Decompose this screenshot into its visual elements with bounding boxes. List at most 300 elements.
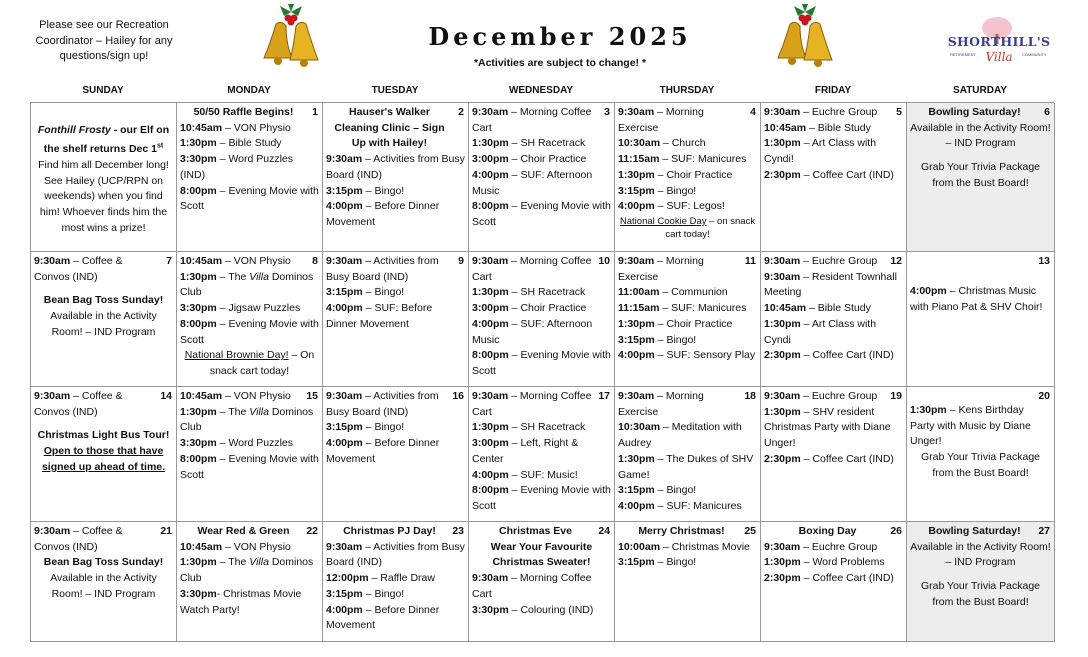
event-time: 3:00pm [472,437,509,450]
day-cell-6 [907,103,1055,252]
event-text: – SUF: Music! [508,468,578,481]
event-item [472,285,611,301]
event-item [472,168,611,199]
event-time: 3:15pm [326,421,363,434]
event-text: Grab Your Trivia Package from the Bust Board! [920,451,1041,479]
event-time: 9:30am [326,390,363,402]
event-text: – VON Physio [222,540,291,553]
event-text: – Christmas Music with Piano Pat & SHV Choir! [910,285,1043,313]
event-text: Available in the Activity Room! – IND Program [910,121,1051,150]
event-time: 1:30pm [472,286,509,299]
event-time: 4:00pm [618,349,655,362]
event-text: – Morning Coffee Cart [472,390,592,418]
event-text: Available in the Activity Room! – IND Program [50,572,157,600]
event-item [618,317,757,333]
event-title: Hauser's Walker Cleaning Clinic – Sign Up with Hailey! [334,106,445,150]
event-text: – Before Dinner Movement [326,200,440,228]
date-number: 1 [312,106,318,118]
event-text: – SHV resident Christmas Party with Diane Unger! [764,405,891,450]
event-text: – Evening Movie with Scott [180,317,319,346]
brownie-day-note [180,348,319,379]
event-time: 1:30pm [764,317,801,330]
event-item [618,168,757,184]
day-cell-25 [615,522,761,642]
event-text: – Bingo! [654,333,697,346]
event-item [764,571,903,587]
event-time: 9:30am [34,255,71,267]
event-item [618,254,757,285]
event-text: – Coffee Cart (IND) [800,349,894,362]
logo-villa: Villa [985,50,1013,64]
event-text: – Coffee Cart (IND) [800,452,894,465]
event-time: 2:30pm [764,572,801,585]
event-text: – The Dukes of SHV Game! [618,452,754,481]
day-cell-sun-w1 [31,103,177,252]
date-number: 17 [598,390,610,402]
event-text: – VON Physio [222,390,291,402]
event-text: – Choir Practice [654,168,733,181]
event-item [764,168,903,184]
weekday-friday: FRIDAY [814,85,852,96]
event-item [764,136,903,167]
event-time: 3:00pm [472,153,509,166]
weekday-header [30,82,1054,102]
event-text: – Bible Study [806,302,871,315]
date-number: 13 [1038,255,1050,267]
event-item [180,270,319,301]
event-item [180,436,319,452]
event-time: 3:30pm [180,302,217,315]
event-text: – SUF: Manicures [654,499,742,512]
date-number: 26 [890,525,902,537]
event-text: – SUF: Before Dinner Movement [326,302,433,330]
event-time: 11:15am [618,153,660,166]
event-item [910,284,1051,315]
event-text: – Communion [659,286,728,299]
event-item [180,555,319,586]
event-item [618,483,757,499]
event-time: 1:30pm [472,137,509,150]
event-text: Dominos Club [180,270,314,299]
event-time: 3:15pm [618,556,655,569]
event-time: 8:00pm [180,184,217,197]
event-item [618,184,757,200]
event-time: 8:00pm [472,484,509,497]
day-cell-7 [31,252,177,387]
date-number: 10 [598,255,610,267]
event-time: 1:30pm [180,556,217,569]
event-time: 1:30pm [764,405,801,418]
event-item [326,571,465,587]
event-text: – Word Problems [800,556,885,569]
event-item [764,121,903,137]
day-cell-2 [323,103,469,252]
day-cell-24 [469,522,615,642]
day-cell-4 [615,103,761,252]
event-text: – Morning Coffee Cart [472,572,592,600]
event-item [326,540,465,571]
event-text: Grab Your Trivia Package from the Bust Board! [920,580,1041,608]
event-text: – Coffee & Convos (IND) [34,255,123,283]
event-time: 8:00pm [472,349,509,362]
event-title: Christmas Light Bus Tour! [37,429,170,442]
event-item [618,389,757,420]
event-time: 4:00pm [326,302,363,315]
event-text: – Bingo! [654,484,697,497]
event-text: – Church [660,137,706,150]
event-text: Villa [249,556,269,569]
date-number: 18 [744,390,756,402]
shorthills-villa-logo [944,14,1054,76]
weekday-sunday: SUNDAY [82,85,124,96]
date-number: 5 [896,106,902,118]
event-time: 9:30am [472,255,509,267]
event-text: – Coffee Cart (IND) [800,572,894,585]
cookie-day-note [618,215,757,242]
event-time: 2:30pm [764,349,801,362]
event-time: 3:15pm [326,587,363,600]
event-item [326,587,465,603]
date-number: 3 [604,106,610,118]
day-cell-15 [177,387,323,522]
event-title: 50/50 Raffle Begins! [193,106,294,118]
elf-text: - our Elf on the shelf returns Dec 1 [43,124,170,156]
event-text: – Choir Practice [508,153,587,166]
event-text: Villa [249,270,269,283]
event-item [326,389,465,420]
event-item [180,587,319,618]
event-time: 9:30am [618,255,655,267]
event-item [326,301,465,332]
event-time: 8:00pm [180,452,217,465]
day-cell-22 [177,522,323,642]
event-text: National Cookie Day [619,215,707,227]
event-text: – Bible Study [216,137,282,150]
day-cell-8 [177,252,323,387]
event-time: 9:30am [326,153,363,166]
date-number: 19 [890,390,902,402]
logo-retirement: RETIREMENT [950,52,976,57]
date-number: 21 [160,525,172,537]
event-text: – The [216,556,250,569]
date-number: 2 [458,106,464,118]
date-number: 20 [1038,390,1050,402]
calendar [30,82,1054,642]
event-item [180,136,319,152]
event-time: 9:30am [764,270,801,283]
event-text: – Before Dinner Movement [326,603,440,632]
event-text: – Bingo! [654,184,697,197]
event-item [180,152,319,183]
event-item [472,389,611,420]
event-item [326,420,465,436]
date-number: 22 [306,525,318,537]
event-item [472,571,611,602]
event-time: 4:00pm [618,499,655,512]
event-time: 9:30am [764,540,801,553]
page-title: December 2025 [428,22,692,51]
event-title: Wear Red & Green [197,525,290,537]
event-text: – Resident Townhall Meeting [764,270,897,299]
event-text: – Bible Study [806,121,871,134]
event-item [472,136,611,152]
event-text: – on snack cart today! [665,215,756,241]
event-text: – SH Racetrack [508,286,586,299]
date-number: 11 [744,255,756,267]
weekday-thursday: THURSDAY [659,85,715,96]
event-item [764,555,903,571]
event-item [472,317,611,348]
event-item [618,333,757,349]
event-item [764,270,903,301]
calendar-grid [30,102,1054,642]
event-item [472,301,611,317]
elf-title: Fonthill Frosty [37,124,111,136]
day-cell-9 [323,252,469,387]
event-title: Merry Christmas! [638,525,725,537]
event-time: 4:00pm [910,285,947,297]
event-text: – Bingo! [362,421,405,434]
signup-note: Open to those that have signed up ahead of time. [41,445,166,473]
event-text: – Art Class with Cyndi [764,317,877,346]
date-number: 7 [166,255,172,267]
event-item [180,254,319,270]
event-title: Bowling Saturday! [928,106,1021,118]
event-item [326,603,465,634]
event-time: 4:00pm [472,317,509,330]
event-time: 1:30pm [910,404,947,416]
event-item [472,152,611,168]
event-item [180,301,319,317]
date-number: 24 [598,525,610,537]
event-time: 9:30am [472,390,509,402]
event-text: – Evening Movie with Scott [472,484,611,512]
event-text: – Christmas Movie [660,540,750,553]
event-time: 3:30pm [180,153,217,166]
event-time: 12:00pm [326,572,369,585]
event-text: – SH Racetrack [508,137,586,150]
event-text: – SH Racetrack [508,421,586,434]
event-item [34,524,173,555]
date-number: 8 [312,255,318,267]
event-text: Grab Your Trivia Package from the Bust Board! [920,161,1041,189]
day-cell-21 [31,522,177,642]
event-time: 8:00pm [472,200,509,213]
event-time: 4:00pm [326,603,363,616]
event-text: – Activities from Busy Board (IND) [326,153,465,181]
event-item [764,301,903,317]
event-text: – Activities from Busy Board (IND) [326,390,439,418]
event-time: 9:30am [34,525,71,537]
event-item [472,436,611,467]
day-cell-14 [31,387,177,522]
event-text: – Euchre Group [800,540,878,553]
event-item [618,499,757,515]
day-cell-18 [615,387,761,522]
event-item [764,317,903,348]
calendar-header [0,0,1088,82]
event-text: – VON Physio [222,255,291,267]
event-title: Christmas Eve [499,525,572,537]
event-text: – Coffee & Convos (IND) [34,390,123,418]
date-number: 23 [452,525,464,537]
event-item [618,555,757,571]
event-time: 10:45am [180,540,223,553]
event-text: – Morning Coffee Cart [472,106,592,134]
day-cell-3 [469,103,615,252]
event-text: Available in the Activity Room! – IND Program [50,310,157,338]
event-item [180,405,319,436]
event-text: Available in the Activity Room! – IND Program [910,540,1051,569]
event-time: 10:30am [618,421,661,434]
event-item [326,254,465,285]
event-time: 4:00pm [472,468,509,481]
event-item [34,254,173,285]
event-text: – The [216,270,250,283]
event-time: 10:45am [764,302,807,315]
event-time: 1:30pm [472,421,509,434]
date-number: 6 [1044,106,1050,118]
event-item [180,389,319,405]
event-item [764,254,903,270]
event-title: Bean Bag Toss Sunday! [43,294,164,307]
date-number: 25 [744,525,756,537]
event-item [910,403,1051,450]
event-item [472,105,611,136]
day-cell-5 [761,103,907,252]
event-text: – Evening Movie with Scott [180,452,319,481]
event-time: 10:30am [618,137,661,150]
weekday-tuesday: TUESDAY [371,85,419,96]
event-time: 10:45am [180,390,223,402]
event-time: 9:30am [34,390,71,402]
day-cell-1 [177,103,323,252]
event-text: – SUF: Manicures [659,302,747,315]
event-text: – Word Puzzles [216,437,294,450]
day-cell-27 [907,522,1055,642]
event-time: 8:00pm [180,317,217,330]
event-time: 11:00am [618,286,660,299]
event-time: 10:45am [764,121,807,134]
event-text: Dominos Club [180,405,314,434]
event-text: – Choir Practice [508,302,587,315]
event-item [472,199,611,230]
elf-sup: st [156,142,164,150]
logo-community: COMMUNITY [1022,52,1047,57]
event-item [764,405,903,452]
page-subtitle: *Activities are subject to change! * [473,57,647,69]
event-time: 3:15pm [618,484,655,497]
event-text: – Coffee & Convos (IND) [34,525,123,553]
event-item [34,389,173,420]
event-text: – Euchre Group [800,390,878,402]
date-number: 16 [452,390,464,402]
event-text: – Jigsaw Puzzles [216,302,301,315]
event-time: 9:30am [472,106,509,118]
day-cell-20 [907,387,1055,522]
event-time: 2:30pm [764,452,801,465]
event-text: – SUF: Afternoon Music [472,317,593,346]
event-time: 10:45am [180,121,223,134]
event-text: – Activities from Busy Board (IND) [326,540,465,569]
event-text: – Left, Right & Center [472,437,579,465]
event-item [326,285,465,301]
event-text: – Activities from Busy Board (IND) [326,255,439,283]
event-text: Dominos Club [180,556,314,585]
day-cell-11 [615,252,761,387]
elf-note [38,124,169,155]
event-time: 3:30pm [180,587,217,600]
event-text: – Bingo! [654,556,697,569]
event-item [618,285,757,301]
event-item [180,452,319,483]
event-time: 4:00pm [326,437,363,450]
event-time: 3:15pm [326,184,363,197]
event-time: 4:00pm [326,200,363,213]
event-item [326,184,465,200]
event-item [618,452,757,483]
event-time: 3:30pm [472,603,509,616]
event-text: – Evening Movie with Scott [472,200,611,228]
event-text: – Bingo! [362,587,405,600]
event-time: 2:30pm [764,168,801,181]
event-time: 4:00pm [472,168,509,181]
event-text: – Kens Birthday Party with Music by Diane Unger! [910,404,1031,448]
event-text: - Christmas Movie Watch Party! [180,587,302,616]
event-time: 1:30pm [764,556,801,569]
event-text: – VON Physio [222,121,291,134]
event-item [618,136,757,152]
weekday-monday: MONDAY [227,85,271,96]
event-text: – Choir Practice [654,317,733,330]
event-item [180,184,319,215]
christmas-bells-icon [772,4,838,72]
event-item [764,452,903,468]
event-item [326,152,465,183]
event-text: – Raffle Draw [368,572,435,585]
event-text: – The [216,405,250,418]
event-time: 3:00pm [472,302,509,315]
event-text: – Euchre Group [800,255,878,267]
event-item [618,301,757,317]
event-time: 9:30am [472,572,509,585]
event-time: 1:30pm [618,317,655,330]
date-number: 4 [750,106,756,118]
event-item [326,436,465,467]
date-number: 9 [458,255,464,267]
event-text: – Bingo! [362,286,405,299]
event-text: – Bingo! [362,184,405,197]
event-subtitle: Wear Your Favourite Christmas Sweater! [490,540,593,569]
event-text: – Colouring (IND) [508,603,594,616]
event-item [180,540,319,556]
day-cell-12 [761,252,907,387]
event-item [326,199,465,230]
christmas-bells-icon [258,4,324,72]
event-item [472,483,611,514]
event-time: 3:15pm [326,286,363,299]
event-text: – Before Dinner Movement [326,437,440,465]
day-cell-13 [907,252,1055,387]
event-text: – SUF: Sensory Play [654,349,756,362]
event-title: Bowling Saturday! [928,525,1021,537]
event-time: 1:30pm [618,452,655,465]
event-time: 4:00pm [618,200,655,213]
weekday-saturday: SATURDAY [953,85,1007,96]
event-time: 11:15am [618,302,660,315]
event-time: 9:30am [326,255,363,267]
event-time: 3:30pm [180,437,217,450]
